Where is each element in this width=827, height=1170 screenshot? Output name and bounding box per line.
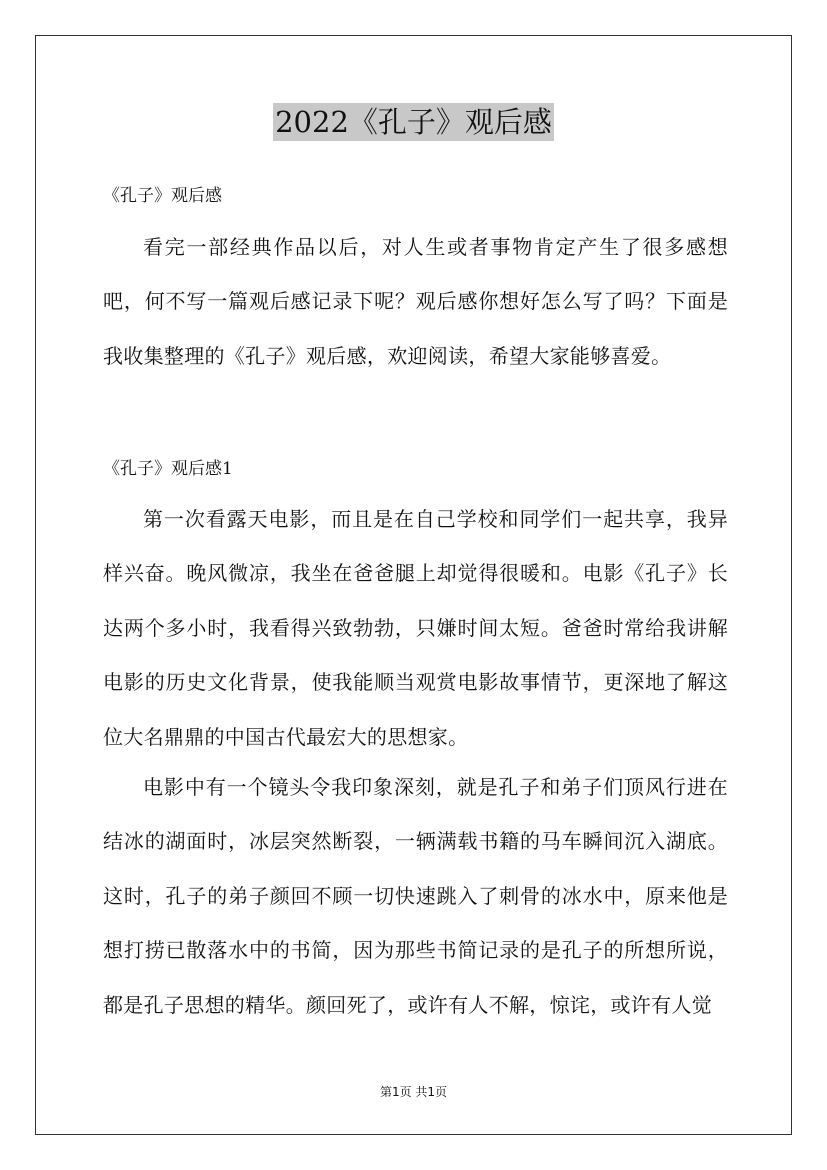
section1-paragraph-1: 第一次看露天电影，而且是在自己学校和同学们一起共享，我异样兴奋。晚风微凉，我坐在爸爸腿上却觉得很暖和。电影《孔子》长达两个多小时，我看得兴致勃勃，只嫌时间太短。爸爸时常给我讲解电影的历史文化背景，使我能顺当观赏电影故事情节，更深地了解这位大名鼎鼎的中国古代最宏大的思想家。 — [103, 507, 728, 749]
intro-paragraph: 看完一部经典作品以后，对人生或者事物肯定产生了很多感想吧，何不写一篇观后感记录下呢？观后感你想好怎么写了吗？下面是我收集整理的《孔子》观后感，欢迎阅读，希望大家能够喜爱。 — [103, 235, 728, 368]
section1-paragraph-2: 电影中有一个镜头令我印象深刻，就是孔子和弟子们顶风行进在结冰的湖面时，冰层突然断裂，一辆满载书籍的马车瞬间沉入湖底。这时，孔子的弟子颜回不顾一切快速跳入了刺骨的冰水中，原来他是想打捞已散落水中的书简，因为那些书简记录的是孔子的所想所说，都是孔子思想的精华。颜回死了，或许有人不解，惊诧，或许有人觉 — [103, 775, 728, 1017]
page-footer: 第1页 共1页 — [379, 1085, 448, 1099]
document-title: 2022《孔子》观后感 — [275, 105, 552, 139]
section1-heading: 《孔子》观后感1 — [103, 459, 233, 479]
intro-heading: 《孔子》观后感 — [103, 186, 222, 206]
document-title-wrap — [0, 100, 827, 144]
